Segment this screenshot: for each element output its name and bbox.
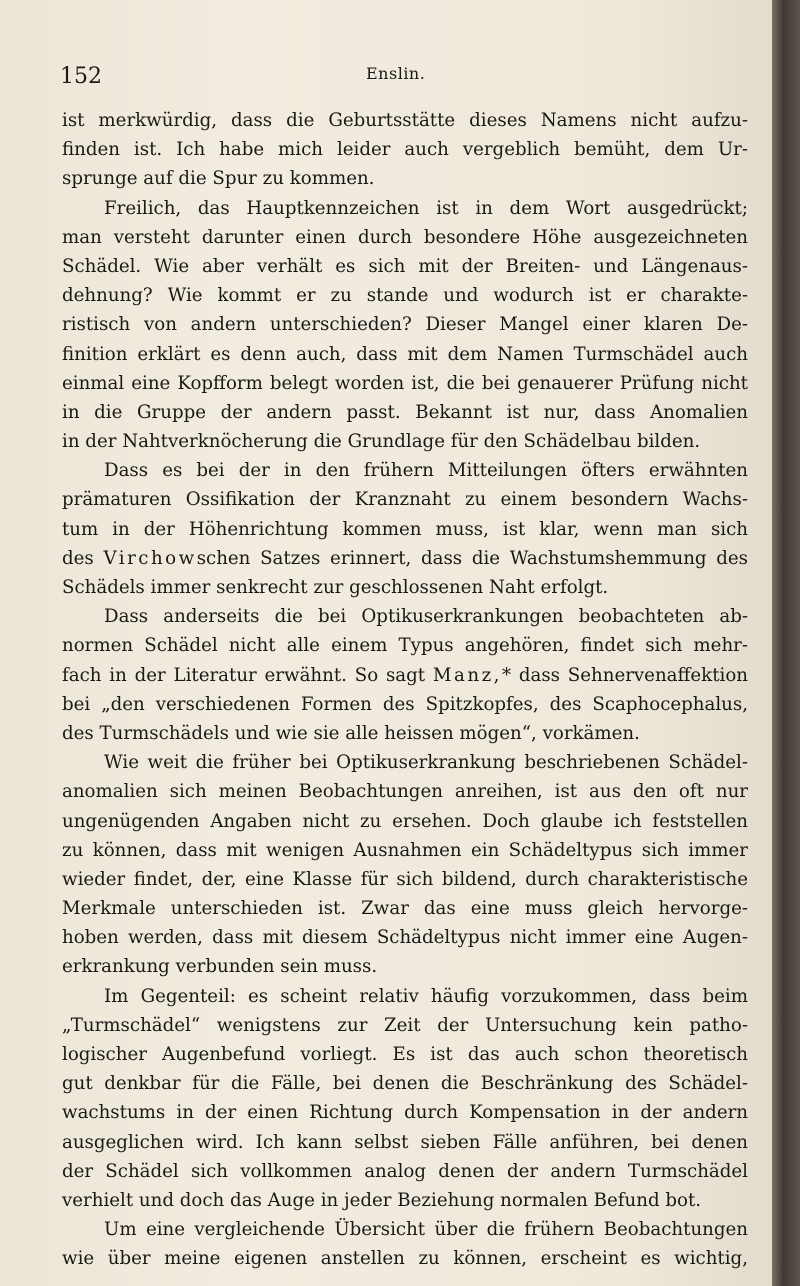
- text-line: gut denkbar für die Fälle, bei denen die Beschränkung des Schädel-: [62, 1073, 748, 1095]
- text-line: wachstums in der einen Richtung durch Kompensation in der andern: [62, 1102, 748, 1124]
- text-line: finden ist. Ich habe mich leider auch vergeblich bemüht, dem Ur-: [62, 139, 748, 161]
- text-line: Dass anderseits die bei Optikuserkrankungen beobachteten ab-: [104, 606, 748, 628]
- text-body: [62, 106, 748, 1274]
- text-line: Merkmale unterschieden ist. Zwar das eine muss gleich hervorge-: [62, 898, 748, 920]
- text-line: Wie weit die früher bei Optikuserkrankung beschriebenen Schädel-: [104, 752, 748, 774]
- text-line: [62, 544, 748, 573]
- text-span: schen Satzes erinnert, dass die Wachstumshemmung des: [196, 547, 748, 569]
- text-line: ist merkwürdig, dass die Geburtsstätte dieses Namens nicht aufzu-: [62, 110, 748, 131]
- text-line: ristisch von andern unterschieden? Dieser Mangel einer klaren De-: [62, 314, 748, 336]
- text-line: hoben werden, dass mit diesem Schädeltypus nicht immer eine Augen-: [62, 927, 748, 949]
- text-line: logischer Augenbefund vorliegt. Es ist das auch schon theoretisch: [62, 1044, 748, 1065]
- text-line: wie über meine eigenen anstellen zu können, erscheint es wichtig,: [62, 1248, 748, 1270]
- text-line: wieder findet, der, eine Klasse für sich bildend, durch charakteristische: [62, 868, 748, 890]
- text-line: zu können, dass mit wenigen Ausnahmen ein Schädeltypus sich immer: [62, 839, 748, 861]
- text-line: normen Schädel nicht alle einem Typus angehören, findet sich mehr-: [62, 635, 748, 657]
- text-line: prämaturen Ossifikation der Kranznaht zu einem besondern Wachs-: [62, 489, 748, 511]
- running-title: Enslin.: [366, 64, 426, 83]
- text-line: Dass es bei der in den frühern Mitteilungen öfters erwähnten: [104, 460, 748, 482]
- text-line: sprunge auf die Spur zu kommen.: [62, 168, 375, 190]
- page-number: 152: [60, 64, 102, 89]
- text-line: Um eine vergleichende Übersicht über die frühern Beobachtungen: [104, 1219, 748, 1241]
- text-line: tum in der Höhenrichtung kommen muss, ist klar, wenn man sich: [62, 518, 748, 540]
- text-line: Freilich, das Hauptkennzeichen ist in dem Wort ausgedrückt;: [104, 197, 748, 219]
- text-line: des Turmschädels und wie sie alle heissen mögen“, vorkämen.: [62, 722, 640, 744]
- spaced-name: Manz,: [432, 664, 502, 686]
- text-line: in der Nahtverknöcherung die Grundlage für den Schädelbau bilden.: [62, 431, 701, 453]
- text-line: [62, 661, 748, 690]
- text-line: man versteht darunter einen durch besondere Höhe ausgezeichneten: [62, 226, 748, 248]
- text-line: bei „den verschiedenen Formen des Spitzkopfes, des Scaphocephalus,: [62, 693, 748, 715]
- text-line: ausgeglichen wird. Ich kann selbst sieben Fälle anführen, bei denen: [62, 1131, 748, 1153]
- text-span: des: [62, 547, 104, 569]
- text-line: dehnung? Wie kommt er zu stande und wodurch ist er charakte-: [62, 285, 748, 307]
- spaced-name: Virchow: [103, 547, 197, 569]
- text-line: Im Gegenteil: es scheint relativ häufig vorzukommen, dass beim: [104, 985, 748, 1007]
- text-line: ungenügenden Angaben nicht zu ersehen. Doch glaube ich feststellen: [62, 810, 748, 832]
- running-head: [60, 62, 732, 92]
- text-line: finition erklärt es denn auch, dass mit dem Namen Turmschädel auch: [62, 343, 748, 365]
- text-line: Schädel. Wie aber verhält es sich mit der Breiten- und Längenaus-: [62, 255, 748, 277]
- text-span: fach in der Literatur erwähnt. So sagt: [62, 664, 433, 686]
- text-line: verhielt und doch das Auge in jeder Beziehung normalen Befund bot.: [62, 1189, 702, 1211]
- text-line: erkrankung verbunden sein muss.: [62, 956, 378, 978]
- text-line: der Schädel sich vollkommen analog denen der andern Turmschädel: [62, 1160, 748, 1182]
- text-line: „Turmschädel“ wenigstens zur Zeit der Untersuchung kein patho-: [62, 1014, 748, 1036]
- text-line: anomalien sich meinen Beobachtungen anreihen, ist aus den oft nur: [62, 781, 748, 803]
- text-line: Schädels immer senkrecht zur geschlossenen Naht erfolgt.: [62, 577, 609, 598]
- book-gutter: [772, 0, 800, 1286]
- text-line: in die Gruppe der andern passt. Bekannt ist nur, dass Anomalien: [62, 401, 748, 423]
- text-line: einmal eine Kopfform belegt worden ist, die bei genauerer Prüfung nicht: [62, 372, 748, 394]
- text-span: * dass Sehnervenaffektion: [501, 664, 748, 686]
